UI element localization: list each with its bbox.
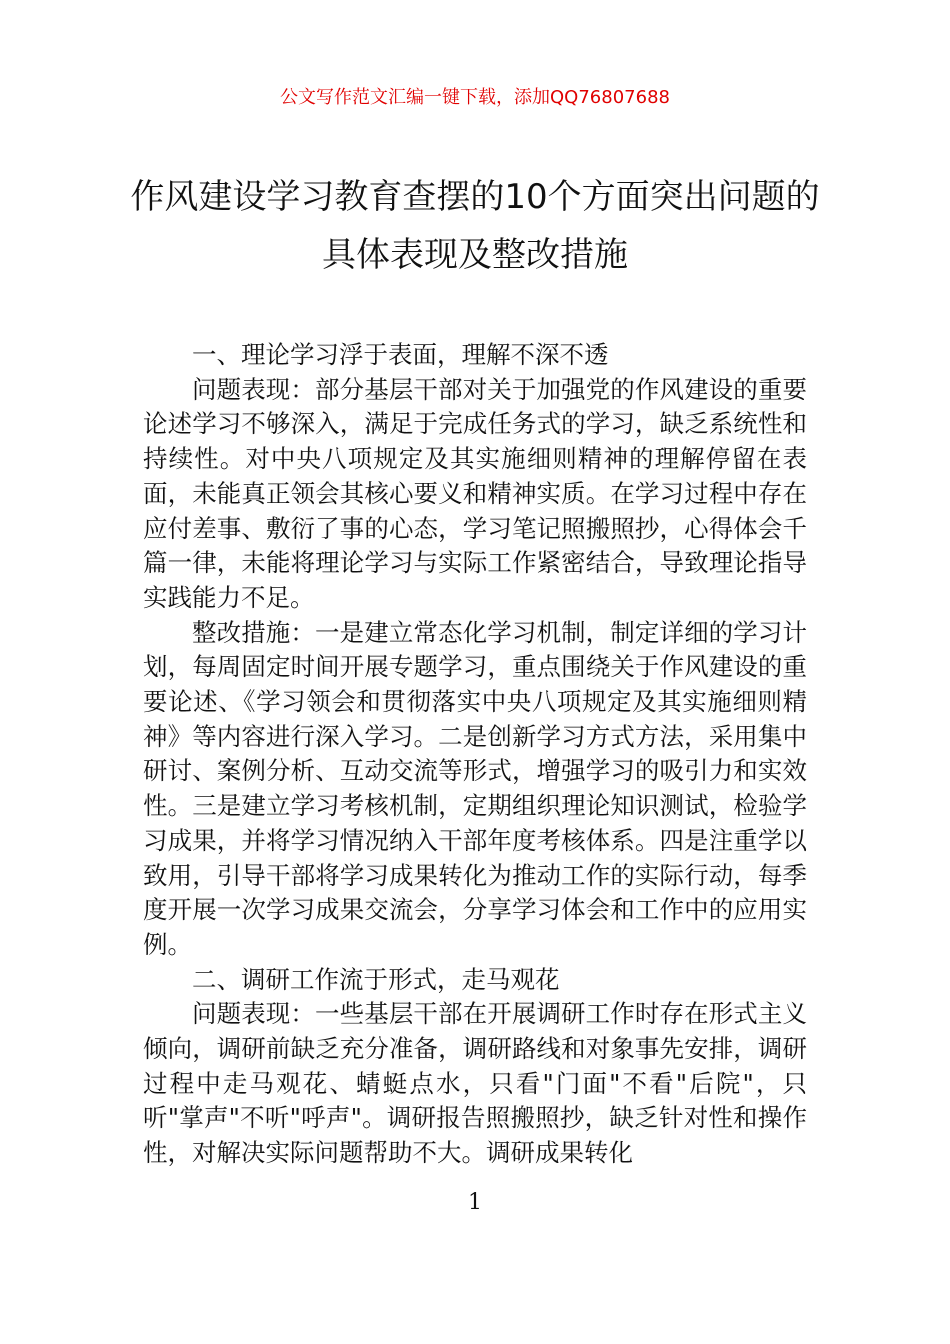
paragraph-problem-2: 问题表现：一些基层干部在开展调研工作时存在形式主义倾向，调研前缺乏充分准备，调研路线和对象事先安排，调研过程中走马观花、蜻蜓点水，只看"门面"不看"后院"，只听"掌声"不听"呼声"。调研报告照搬照抄，缺乏针对性和操作性，对解决实际问题帮助不大。调研成果转化 [143,999,807,1168]
section-heading-1: 一、理论学习浮于表面，理解不深不透 [192,340,609,369]
page-number: 1 [468,1190,482,1215]
paragraph-measures-1: 整改措施：一是建立常态化学习机制，制定详细的学习计划，每周固定时间开展专题学习，重点围绕关于作风建设的重要论述、《学习领会和贯彻落实中央八项规定及其实施细则精神》等内容进行深入学习。二是创新学习方式方法，采用集中研讨、案例分析、互动交流等形式，增强学习的吸引力和实效性。三是建立学习考核机制，定期组织理论知识测试，检验学习成果，并将学习情况纳入干部年度考核体系。四是注重学以致用，引导干部将学习成果转化为推动工作的实际行动，每季度开展一次学习成果交流会，分享学习体会和工作中的应用实例。 [143,617,807,959]
section-heading-2: 二、调研工作流于形式，走马观花 [192,964,560,994]
document-title: 作风建设学习教育查摆的10个方面突出问题的具体表现及整改措施 [130,177,820,275]
header-download-note: 公文写作范文汇编一键下载，添加QQ76807688 [280,87,670,108]
document-body [143,338,807,1171]
paragraph-problem-1: 问题表现：部分基层干部对关于加强党的作风建设的重要论述学习不够深入，满足于完成任务式的学习，缺乏系统性和持续性。对中央八项规定及其实施细则精神的理解停留在表面，未能真正领会其核心要义和精神实质。在学习过程中存在应付差事、敷衍了事的心态，学习笔记照搬照抄，心得体会千篇一律，未能将理论学习与实际工作紧密结合，导致理论指导实践能力不足。 [143,374,807,612]
